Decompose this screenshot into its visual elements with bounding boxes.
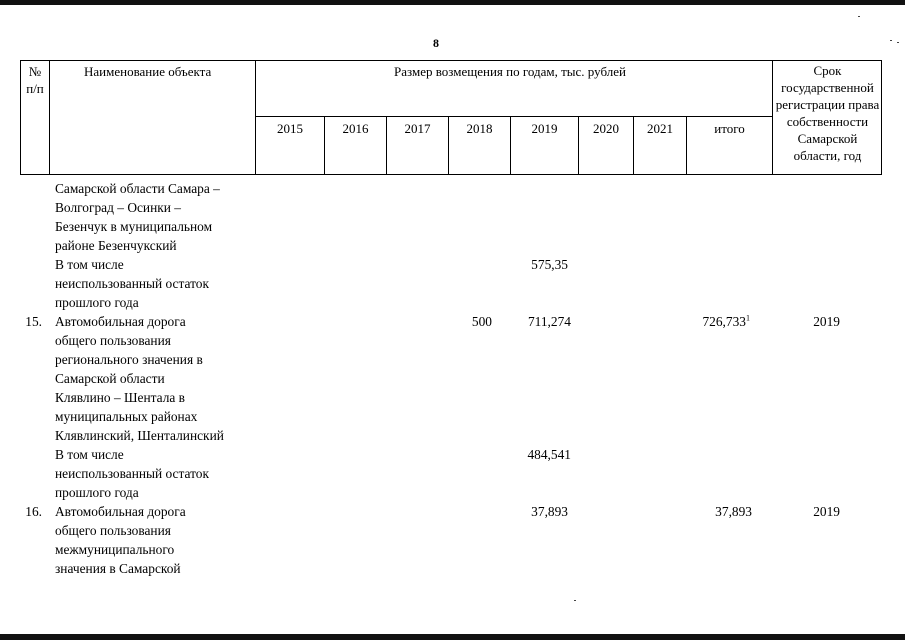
header-total-col: итого: [714, 121, 745, 136]
header-name-col: Наименование объекта: [84, 64, 212, 79]
cell-2018: 500: [471, 314, 492, 329]
scan-edge-top: [0, 0, 905, 5]
table-row: Автомобильная дорога общего пользования межмуниципального значения в Самарской: [55, 504, 186, 576]
cell-2019: 484,541: [527, 447, 571, 462]
row-number: 15.: [25, 314, 42, 329]
header-year-2021: 2021: [647, 121, 673, 136]
header-year-2020: 2020: [593, 121, 619, 136]
table-row: В том числе неиспользованный остаток прошлого года: [55, 257, 209, 310]
page-number: 8: [433, 36, 439, 50]
header-year-2018: 2018: [466, 121, 493, 136]
header-year-2015: 2015: [277, 121, 303, 136]
table-header: [20, 60, 882, 175]
scan-speck: [890, 40, 892, 41]
header-year-2016: 2016: [342, 121, 369, 136]
cell-2019: 37,893: [531, 504, 568, 519]
scan-speck: [858, 16, 860, 17]
scan-edge-bottom: [0, 634, 905, 640]
table-row: Самарской области Самара – Волгоград – Осинки – Безенчук в муниципальном районе Безенчукский: [55, 181, 220, 253]
row-number: 16.: [25, 504, 42, 519]
scan-speck: [574, 600, 576, 601]
header-term-col: Срок государственной регистрации права собственности Самарской области, год: [775, 63, 880, 163]
header-amount-group: Размер возмещения по годам, тыс. рублей: [394, 64, 626, 79]
cell-year: 2019: [813, 314, 840, 329]
header-year-2019: 2019: [531, 121, 558, 136]
table-row: Автомобильная дорога общего пользования регионального значения в Самарской области Клявлино – Шентала в муниципальных районах Клявлинский, Шенталинский: [55, 314, 224, 443]
table-row: В том числе неиспользованный остаток прошлого года: [55, 447, 209, 500]
cell-year: 2019: [813, 504, 840, 519]
cell-total: 37,893: [715, 504, 752, 519]
header-num-col: № п/п: [26, 64, 44, 96]
footnote-mark: 1: [746, 313, 750, 323]
cell-2019: 575,35: [531, 257, 568, 272]
scan-speck: [897, 42, 899, 43]
cell-total: 726,733$^1$: [702, 313, 750, 329]
header-year-2017: 2017: [404, 121, 431, 136]
cell-2019: 711,274: [527, 314, 571, 329]
